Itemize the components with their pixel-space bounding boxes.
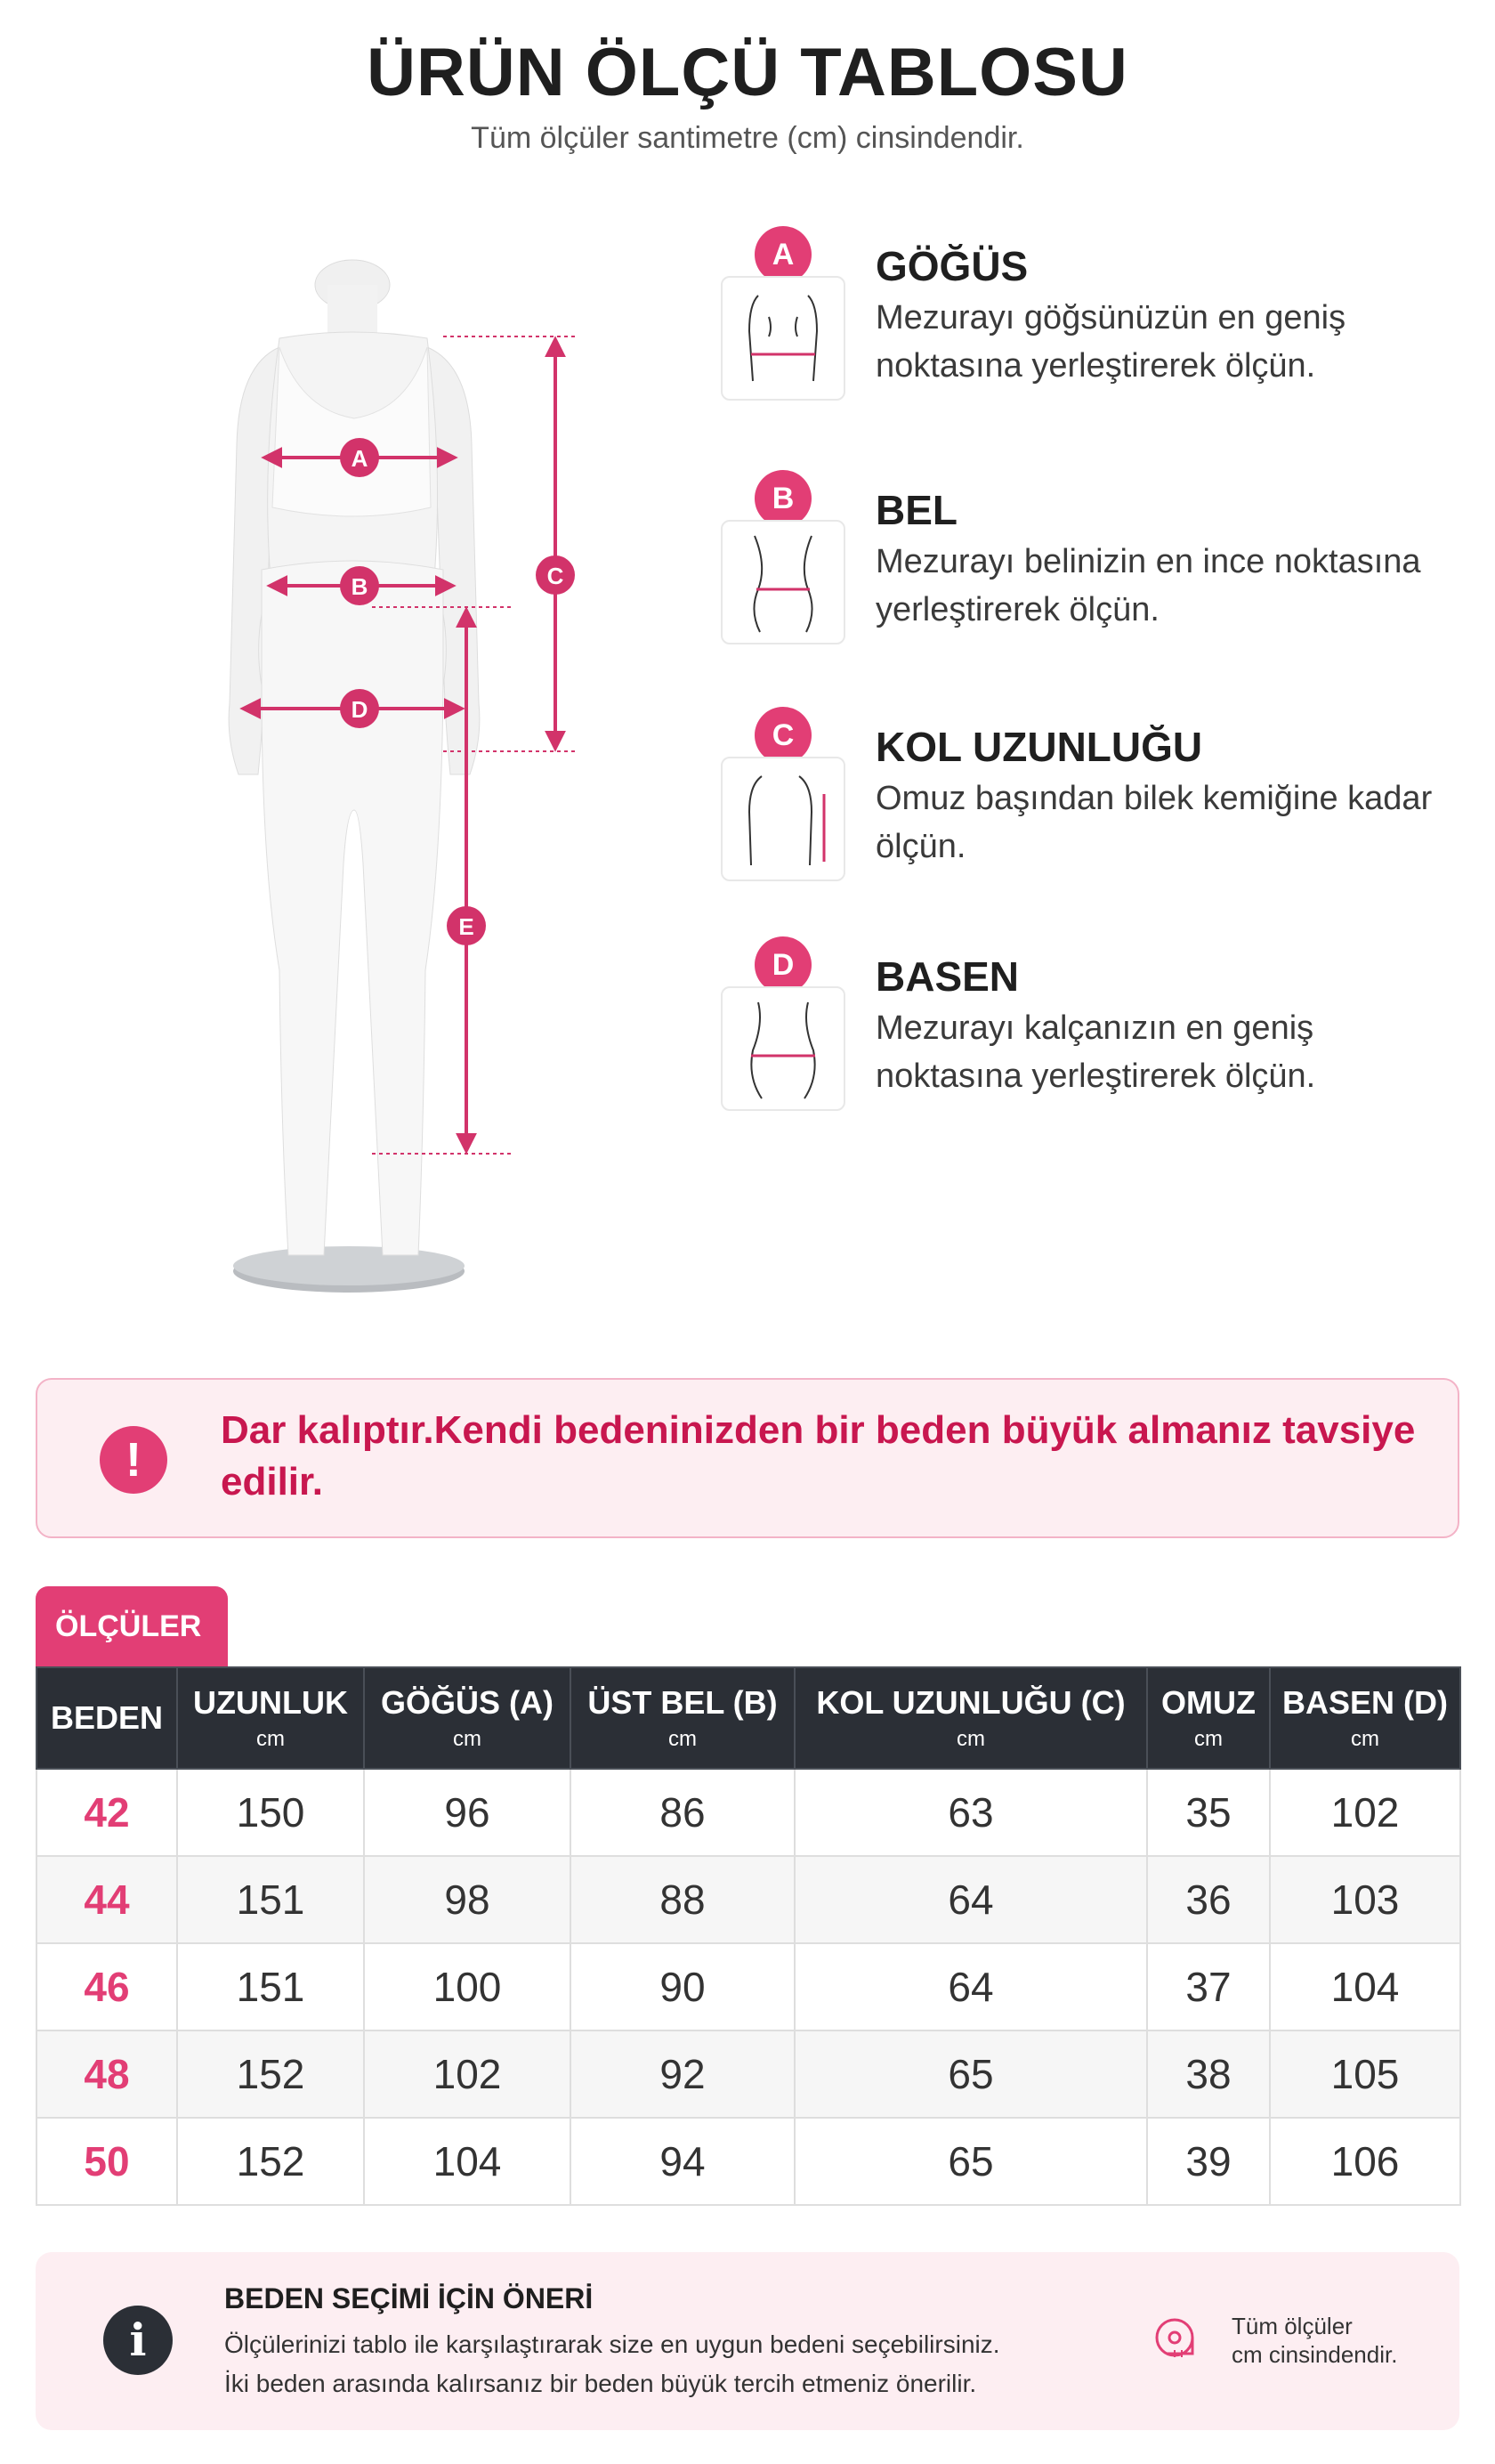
header-beden: BEDEN (36, 1667, 177, 1769)
fit-warning (36, 1378, 1459, 1538)
table-cell: 37 (1147, 1943, 1270, 2030)
table-cell: 104 (364, 2118, 570, 2205)
size-cell: 50 (36, 2118, 177, 2205)
marker-b: B (351, 573, 368, 600)
table-row (36, 1943, 1460, 2030)
size-cell: 48 (36, 2030, 177, 2118)
table-cell: 152 (177, 2118, 364, 2205)
page-subtitle: Tüm ölçüler santimetre (cm) cinsindendir. (471, 121, 1024, 155)
guide-title-waist: BEL (876, 487, 958, 533)
table-cell: 36 (1147, 1856, 1270, 1943)
measuring-tape-icon (1152, 2311, 1205, 2364)
table-cell: 98 (364, 1856, 570, 1943)
chest-thumbnail-icon (721, 276, 845, 401)
table-cell: 64 (795, 1943, 1147, 2030)
units-note-line-2: cm cinsindendir. (1232, 2341, 1398, 2368)
guide-desc-hip: Mezurayı kalçanızın en geniş noktasına yerleştirerek ölçün. (876, 1009, 1316, 1095)
guide-desc-chest: Mezurayı göğsünüzün en geniş noktasına yerleştirerek ölçün. (876, 299, 1346, 385)
table-cell: 102 (1270, 1769, 1460, 1856)
table-cell: 92 (570, 2030, 795, 2118)
table-cell: 35 (1147, 1769, 1270, 1856)
table-cell: 39 (1147, 2118, 1270, 2205)
page-title: ÜRÜN ÖLÇÜ TABLOSU (367, 35, 1128, 110)
table-cell: 106 (1270, 2118, 1460, 2205)
guide-title-hip: BASEN (876, 953, 1020, 1000)
size-cell: 44 (36, 1856, 177, 1943)
table-cell: 102 (364, 2030, 570, 2118)
info-icon: i (103, 2306, 173, 2375)
badge-d: D (755, 936, 812, 993)
header-gogus: GÖĞÜS (A) cm (364, 1667, 570, 1769)
table-cell: 150 (177, 1769, 364, 1856)
size-table (36, 1666, 1461, 2206)
table-cell: 65 (795, 2030, 1147, 2118)
table-cell: 38 (1147, 2030, 1270, 2118)
guide-hip (719, 936, 1467, 1150)
measurements-tab: ÖLÇÜLER (36, 1586, 228, 1668)
table-cell: 64 (795, 1856, 1147, 1943)
hip-thumbnail-icon (721, 986, 845, 1111)
marker-d: D (351, 696, 368, 723)
table-header-row (36, 1667, 1460, 1769)
guide-desc-sleeve: Omuz başından bilek kemiğine kadar ölçün. (876, 780, 1433, 865)
guide-sleeve (719, 707, 1467, 920)
header-kol-uzunlugu: KOL UZUNLUĞU (C) cm (795, 1667, 1147, 1769)
guide-chest (719, 226, 1467, 440)
marker-a: A (351, 445, 368, 472)
size-cell: 46 (36, 1943, 177, 2030)
recommendation-title: BEDEN SEÇİMİ İÇİN ÖNERİ (224, 2282, 594, 2314)
table-cell: 96 (364, 1769, 570, 1856)
table-row (36, 1769, 1460, 1856)
waist-thumbnail-icon (721, 520, 845, 644)
table-cell: 90 (570, 1943, 795, 2030)
table-cell: 151 (177, 1943, 364, 2030)
badge-b: B (755, 470, 812, 527)
badge-a: A (755, 226, 812, 283)
table-row (36, 2118, 1460, 2205)
table-cell: 152 (177, 2030, 364, 2118)
table-cell: 65 (795, 2118, 1147, 2205)
header-omuz: OMUZ cm (1147, 1667, 1270, 1769)
header-basen: BASEN (D) cm (1270, 1667, 1460, 1769)
marker-c: C (546, 563, 564, 589)
table-cell: 151 (177, 1856, 364, 1943)
guide-title-chest: GÖĞÜS (876, 243, 1029, 289)
mannequin-figure (105, 240, 603, 1300)
recommendation-line-1: Ölçülerinizi tablo ile karşılaştırarak size en uygun bedeni seçebilirsiniz. (224, 2330, 1000, 2358)
table-cell: 100 (364, 1943, 570, 2030)
table-cell: 88 (570, 1856, 795, 1943)
exclamation-icon: ! (100, 1426, 167, 1494)
table-row (36, 2030, 1460, 2118)
guide-title-sleeve: KOL UZUNLUĞU (876, 724, 1203, 770)
table-cell: 94 (570, 2118, 795, 2205)
table-cell: 104 (1270, 1943, 1460, 2030)
table-cell: 103 (1270, 1856, 1460, 1943)
guide-desc-waist: Mezurayı belinizin en ince noktasına yerleştirerek ölçün. (876, 543, 1421, 628)
guide-waist (719, 470, 1467, 684)
header-ust-bel: ÜST BEL (B) cm (570, 1667, 795, 1769)
recommendation-line-2: İki beden arasında kalırsanız bir beden büyük tercih etmeniz önerilir. (224, 2370, 977, 2397)
header-uzunluk: UZUNLUK cm (177, 1667, 364, 1769)
size-cell: 42 (36, 1769, 177, 1856)
table-cell: 86 (570, 1769, 795, 1856)
table-cell: 105 (1270, 2030, 1460, 2118)
units-note-line-1: Tüm ölçüler (1232, 2313, 1353, 2339)
marker-e: E (458, 913, 474, 940)
warning-text: Dar kalıptır.Kendi bedeninizden bir beden büyük almanız tavsiye edilir. (221, 1408, 1416, 1504)
sleeve-thumbnail-icon (721, 757, 845, 881)
table-row (36, 1856, 1460, 1943)
table-cell: 63 (795, 1769, 1147, 1856)
size-recommendation (36, 2252, 1459, 2430)
badge-c: C (755, 707, 812, 764)
